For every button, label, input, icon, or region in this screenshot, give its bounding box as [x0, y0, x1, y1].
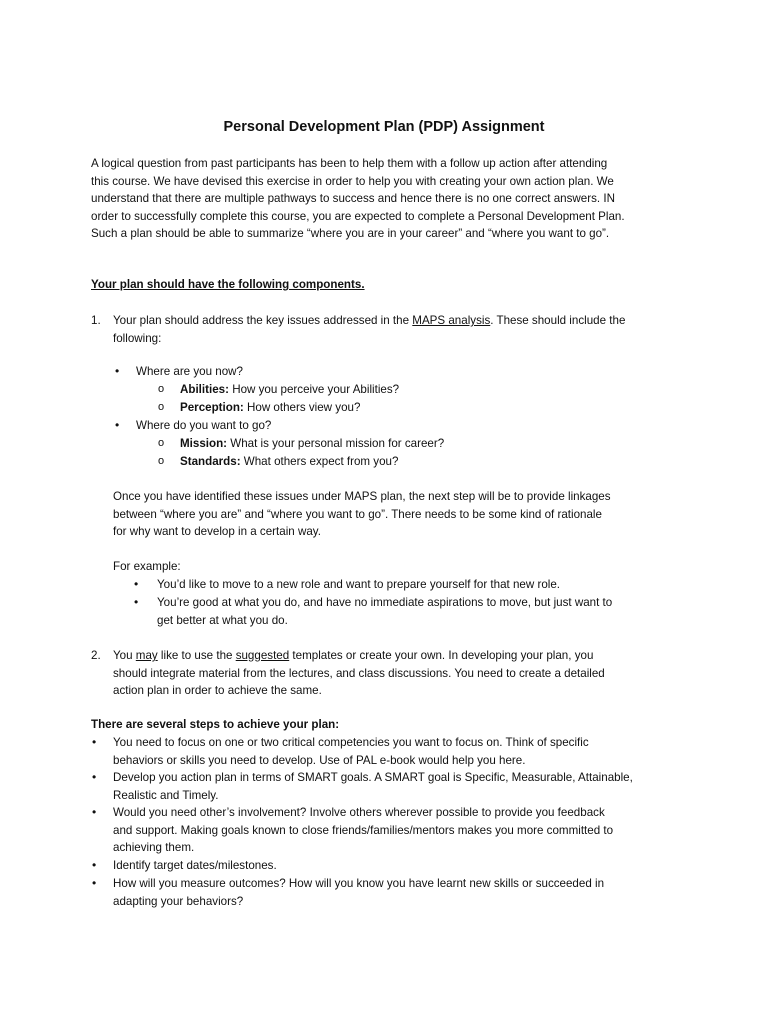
sub-text: What is your personal mission for career?: [227, 437, 445, 450]
may-emphasis: may: [135, 649, 158, 662]
item-1-line: following:: [113, 331, 162, 345]
components-heading-text: Your plan should have the following components.: [91, 278, 365, 291]
bullet-icon: •: [92, 858, 97, 872]
sub-text: How you perceive your Abilities?: [228, 383, 400, 396]
step-line: You need to focus on one or two critical competencies you want to focus on. Think of specific: [113, 736, 589, 749]
sub-bullet-icon: o: [158, 401, 165, 413]
intro-line: this course. We have devised this exercise in order to help you with creating your own action plan. We: [91, 174, 614, 188]
step-line: adapting your behaviors?: [113, 894, 244, 908]
components-heading: [91, 276, 365, 294]
step-item: [113, 804, 677, 857]
linkage-line: between “where you are” and “where you want to go”. There needs to be some kind of rationale: [113, 507, 602, 521]
example-item: You’d like to move to a new role and want to prepare yourself for that new role.: [157, 578, 561, 591]
step-item: [113, 875, 677, 910]
bullet-icon: •: [115, 364, 120, 378]
intro-line: A logical question from past participants has been to help them with a follow up action after attending: [91, 157, 608, 170]
step-item: [113, 734, 677, 769]
page-title: Personal Development Plan (PDP) Assignment: [223, 119, 545, 135]
step-line: achieving them.: [113, 841, 195, 855]
maps-sub-perception: [180, 399, 360, 417]
bullet-icon: •: [92, 770, 97, 784]
item-2-word: like to use the: [157, 649, 236, 662]
sub-text: What others expect from you?: [240, 455, 399, 468]
example-label: For example:: [113, 560, 181, 573]
item-1-after: . These should include the: [490, 314, 626, 327]
sub-label: Abilities:: [180, 383, 229, 396]
bullet-icon: •: [92, 735, 97, 749]
intro-paragraph: [91, 155, 677, 243]
item-2-line: should integrate material from the lectures, and class discussions. You need to create a detailed: [113, 666, 605, 680]
bullet-icon: •: [92, 876, 97, 890]
step-item: [113, 769, 677, 804]
maps-sub-mission: [180, 435, 444, 453]
example-line: You’re good at what you do, and have no immediate aspirations to move, but just want to: [157, 596, 613, 609]
sub-label: Perception:: [180, 401, 244, 414]
item-1-before: Your plan should address the key issues addressed in the: [113, 314, 413, 327]
sub-bullet-icon: o: [158, 455, 165, 467]
item-2-line: action plan in order to achieve the same.: [113, 684, 322, 698]
step-line: Realistic and Timely.: [113, 788, 219, 802]
sub-bullet-icon: o: [158, 383, 165, 395]
sub-label: Standards:: [180, 455, 241, 468]
linkage-line: Once you have identified these issues under MAPS plan, the next step will be to provide linkages: [113, 490, 611, 503]
item-1-text: [113, 312, 679, 347]
example-item: [157, 594, 677, 629]
intro-line: Such a plan should be able to summarize “where you are in your career” and “where you want to go”.: [91, 227, 610, 241]
bullet-icon: •: [134, 595, 139, 609]
bullet-icon: •: [115, 418, 120, 432]
sub-label: Mission:: [180, 437, 228, 450]
intro-line: understand that there are multiple pathways to success and hence there is no one correct answers. IN: [91, 192, 615, 206]
step-line: Develop you action plan in terms of SMART goals. A SMART goal is Specific, Measurable, Attainable,: [113, 771, 633, 784]
item-1-line: [113, 312, 679, 330]
steps-heading: There are several steps to achieve your plan:: [91, 718, 340, 731]
step-line: How will you measure outcomes? How will you know you have learnt new skills or succeeded in: [113, 877, 605, 890]
bullet-icon: •: [134, 577, 139, 591]
maps-sub-standards: [180, 453, 398, 471]
maps-question-goal: Where do you want to go?: [136, 419, 272, 432]
item-2-number: 2.: [91, 649, 101, 662]
suggested-emphasis: suggested: [235, 649, 290, 662]
example-line: get better at what you do.: [157, 613, 288, 627]
item-2-line: [113, 647, 677, 665]
maps-sub-abilities: [180, 381, 399, 399]
sub-text: How others view you?: [243, 401, 361, 414]
step-item: Identify target dates/milestones.: [113, 859, 277, 872]
intro-line: order to successfully complete this course, you are expected to complete a Personal Development Plan.: [91, 209, 625, 223]
maps-question-now: Where are you now?: [136, 365, 243, 378]
maps-analysis-link: MAPS analysis: [412, 314, 491, 327]
sub-bullet-icon: o: [158, 437, 165, 449]
linkage-paragraph: [113, 488, 677, 541]
item-1-number: 1.: [91, 314, 101, 327]
linkage-line: for why want to develop in a certain way.: [113, 525, 321, 539]
item-2-word: templates or create your own. In developing your plan, you: [289, 649, 594, 662]
step-line: and support. Making goals known to close friends/families/mentors makes you more committed to: [113, 823, 614, 837]
step-line: Would you need other’s involvement? Involve others wherever possible to provide you feedback: [113, 806, 605, 819]
item-2-text: [113, 647, 677, 700]
item-2-word: You: [113, 649, 136, 662]
bullet-icon: •: [92, 805, 97, 819]
step-line: behaviors or skills you need to develop. Use of PAL e-book would help you here.: [113, 753, 526, 767]
